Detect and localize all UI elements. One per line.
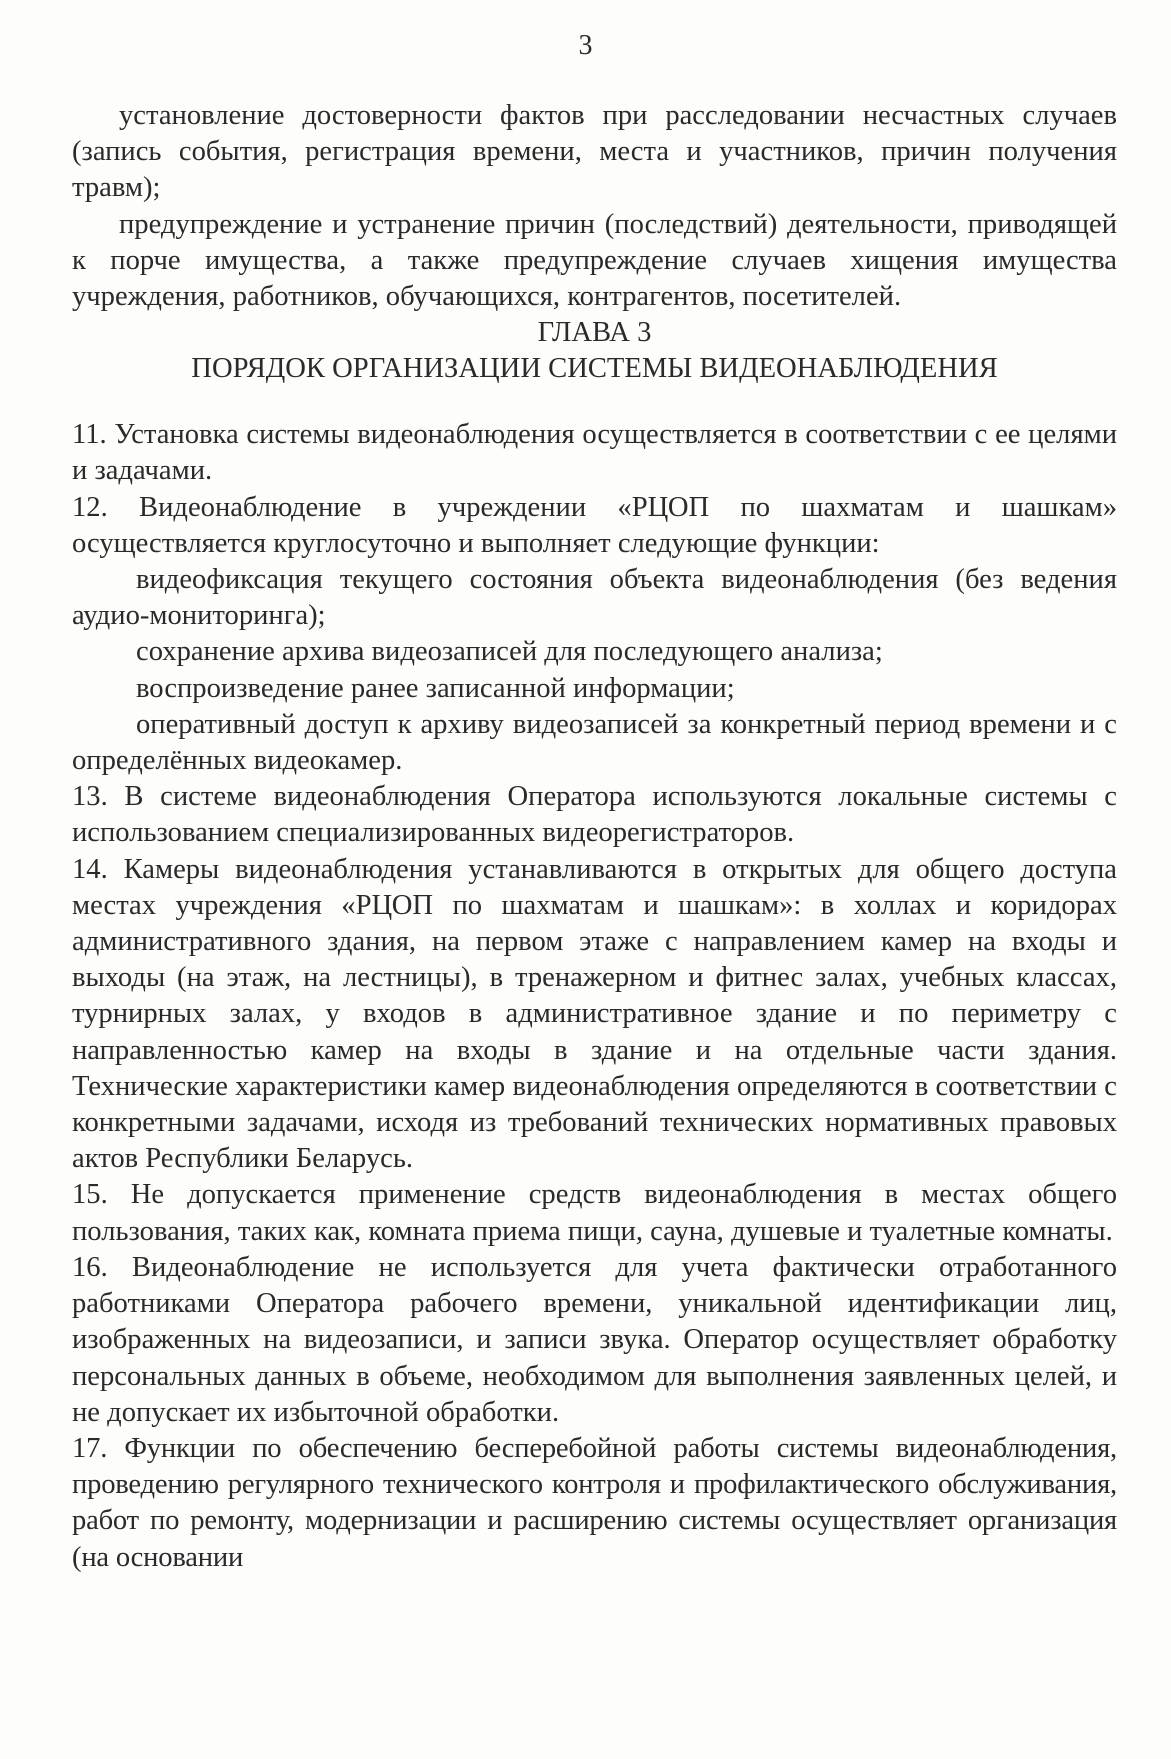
- clause-16: 16. Видеонаблюдение не используется для учета фактически отработанного работниками Оператора рабочего времени, уникальной идентификации лиц, изображенных на видеозаписи, и записи звука. Оператор осуществляет обработку персональных данных в объеме, необходимом для выполнения заявленных целей, и не допускает их избыточной обработки.: [72, 1251, 1117, 1428]
- clause-12-function-4: оперативный доступ к архиву видеозаписей за конкретный период времени и с определённых видеокамер.: [72, 708, 1117, 777]
- clause-11: 11. Установка системы видеонаблюдения осуществляется в соответствии с ее целями и задачами.: [72, 419, 1117, 487]
- clause-14: 14. Камеры видеонаблюдения устанавливаются в открытых для общего доступа местах учреждения «РЦОП по шахматам и шашкам»: в холлах и коридорах административного здания, на первом этаже с направлением камер на входы и выходы (на этаж, на лестницы), в тренажерном и фитнес залах, учебных классах, турнирных залах, у входов в административное здание и по периметру с направленностью камер на входы в здание и на отдельные части здания. Технические характеристики камер видеонаблюдения определяются в соответствии с конкретными задачами, исходя из требований технических нормативных правовых актов Республики Беларусь.: [72, 853, 1117, 1175]
- chapter-title: ПОРЯДОК ОРГАНИЗАЦИИ СИСТЕМЫ ВИДЕОНАБЛЮДЕНИЯ: [191, 353, 998, 385]
- clause-15: 15. Не допускается применение средств видеонаблюдения в местах общего пользования, таких как, комната приема пищи, сауна, душевые и туалетные комнаты.: [72, 1179, 1117, 1247]
- clause-12-function-2: сохранение архива видеозаписей для последующего анализа;: [136, 636, 883, 668]
- heading-spacer: [72, 387, 1117, 417]
- clause-17: 17. Функции по обеспечению бесперебойной работы системы видеонаблюдения, проведению регулярного технического контроля и профилактического обслуживания, работ по ремонту, модернизации и расширению системы осуществляет организация (на основании: [72, 1432, 1117, 1573]
- page-number: 3: [578, 30, 593, 61]
- chapter-label: ГЛАВА 3: [537, 317, 652, 349]
- intro-paragraph-2: предупреждение и устранение причин (последствий) деятельности, приводящей к порче имущества, а также предупреждение случаев хищения имущества учреждения, работников, обучающихся, контрагентов, посетителей.: [72, 208, 1117, 313]
- clause-13: 13. В системе видеонаблюдения Оператора используются локальные системы с использованием специализированных видеорегистраторов.: [72, 781, 1117, 849]
- clause-12: 12. Видеонаблюдение в учреждении «РЦОП по шахматам и шашкам» осуществляется круглосуточно и выполняет следующие функции:: [72, 491, 1117, 559]
- intro-paragraph-1: установление достоверности фактов при расследовании несчастных случаев (запись события, регистрация времени, места и участников, причин получения травм);: [72, 100, 1117, 204]
- document-body: [72, 98, 1117, 1576]
- clause-12-function-3: воспроизведение ранее записанной информации;: [136, 672, 735, 704]
- clause-12-function-1: видеофиксация текущего состояния объекта видеонаблюдения (без ведения аудио-мониторинга);: [72, 564, 1117, 632]
